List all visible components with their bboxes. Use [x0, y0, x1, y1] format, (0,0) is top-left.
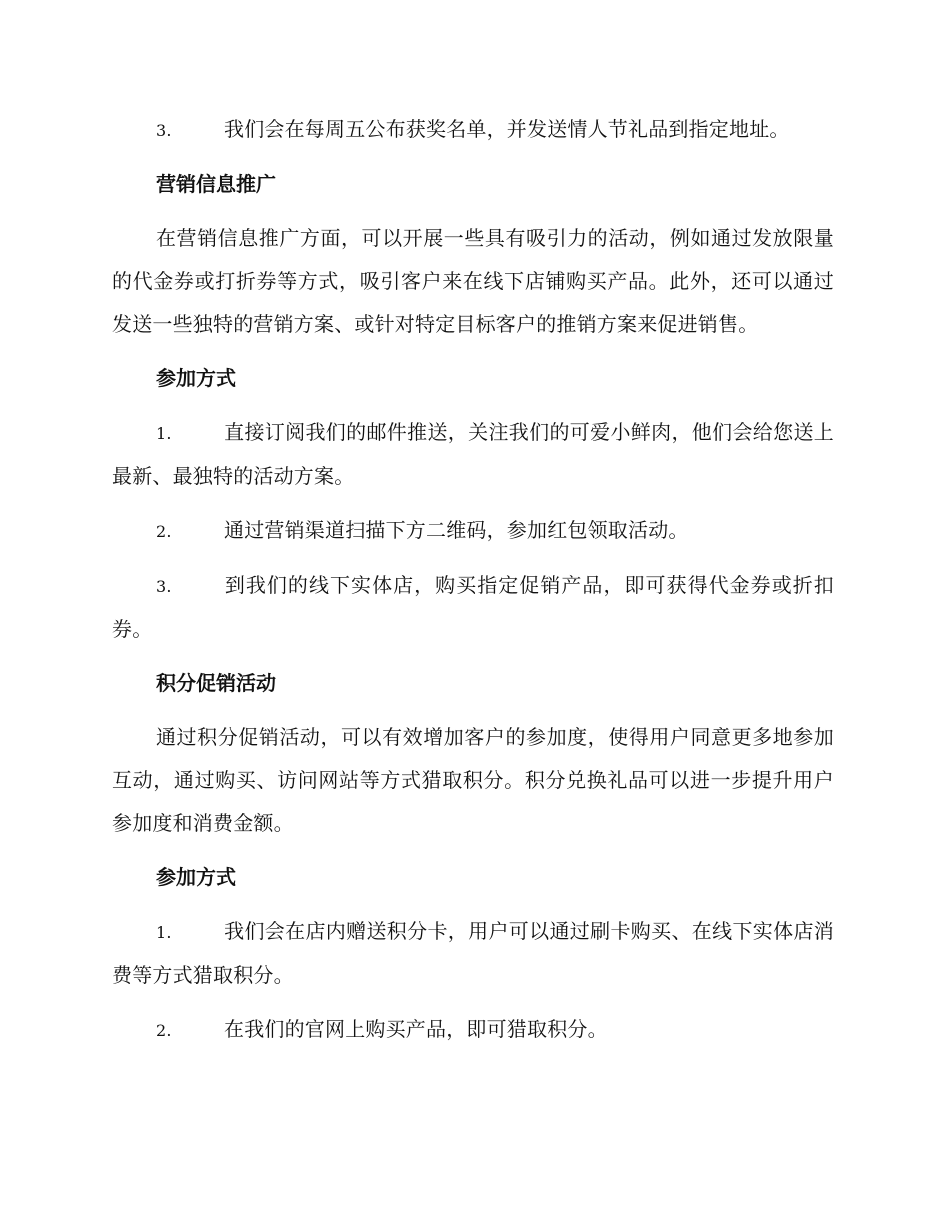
list-item: [112, 910, 834, 997]
body-paragraph: 通过积分促销活动，可以有效增加客户的参加度，使得用户同意更多地参加互动，通过购买、访问网站等方式猎取积分。积分兑换礼品可以进一步提升用户参加度和消费金额。: [112, 725, 834, 835]
list-item-text: 到我们的线下实体店，购买指定促销产品，即可获得代金券或折扣券。: [112, 573, 834, 641]
list-item: [112, 1008, 834, 1052]
list-item-text: 通过营销渠道扫描下方二维码，参加红包领取活动。: [224, 518, 689, 542]
list-item: [112, 108, 834, 152]
list-item-number: 2.: [156, 522, 172, 541]
list-item-text: 在我们的官网上购买产品，即可猎取积分。: [224, 1017, 608, 1041]
list-item-number: 1.: [156, 424, 172, 443]
list-item-number: 3.: [156, 577, 172, 596]
body-paragraph: 在营销信息推广方面，可以开展一些具有吸引力的活动，例如通过发放限量的代金券或打折券等方式，吸引客户来在线下店铺购买产品。此外，还可以通过发送一些独特的营销方案、或针对特定目标客户的推销方案来促进销售。: [112, 226, 834, 336]
list-item-number: 1.: [156, 923, 172, 942]
section-heading: 参加方式: [156, 366, 236, 390]
list-item-number: 2.: [156, 1021, 172, 1040]
section-heading: 积分促销活动: [156, 671, 276, 695]
list-item-text: 我们会在每周五公布获奖名单，并发送情人节礼品到指定地址。: [224, 117, 790, 141]
document-content: [112, 108, 834, 1063]
section-heading: 营销信息推广: [156, 172, 276, 196]
section-heading: 参加方式: [156, 865, 236, 889]
list-item-text: 我们会在店内赠送积分卡，用户可以通过刷卡购买、在线下实体店消费等方式猎取积分。: [112, 919, 834, 987]
list-item: [112, 411, 834, 498]
list-item-number: 3.: [156, 121, 172, 140]
list-item-text: 直接订阅我们的邮件推送，关注我们的可爱小鲜肉，他们会给您送上最新、最独特的活动方案。: [112, 420, 834, 488]
list-item: [112, 509, 834, 553]
list-item: [112, 564, 834, 651]
